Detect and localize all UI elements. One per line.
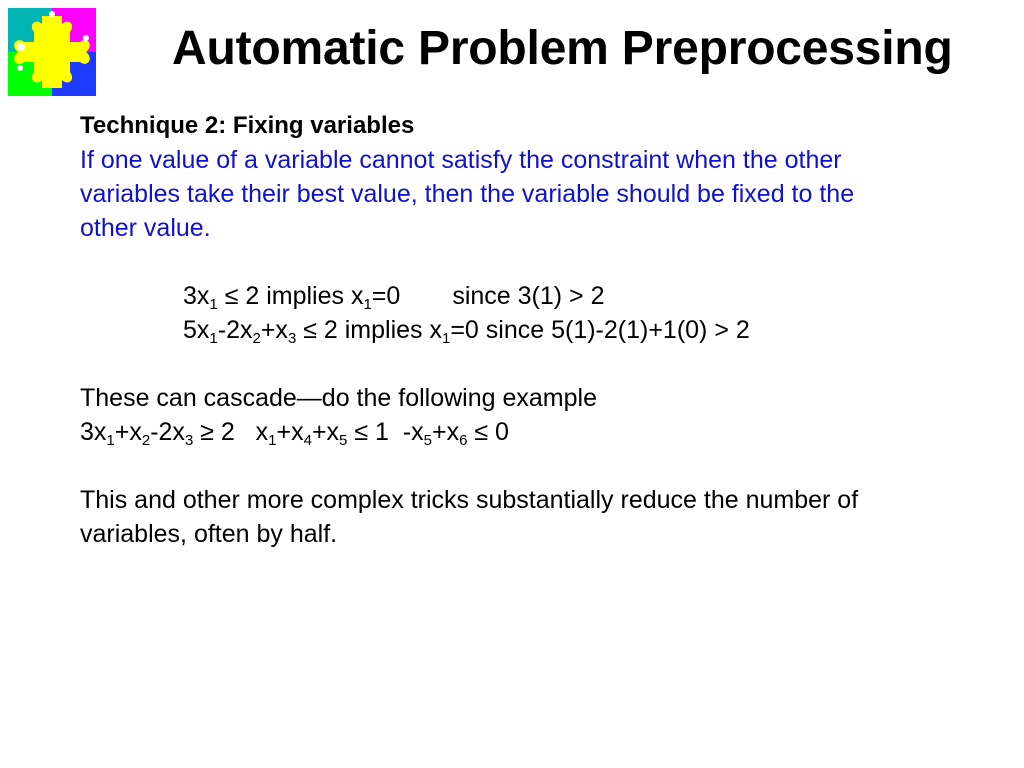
subscript: 1 <box>363 296 372 313</box>
cascade-part: -2x <box>150 418 185 446</box>
example-2-part: +x <box>260 316 288 344</box>
example-1-part: 3x <box>183 282 210 310</box>
example-2 <box>80 313 980 347</box>
slide-title: Automatic Problem Preprocessing <box>172 22 953 75</box>
subscript: 1 <box>268 432 277 449</box>
subscript: 1 <box>441 330 451 347</box>
subscript: 3 <box>287 330 297 347</box>
subscript: 5 <box>423 432 432 449</box>
cascade-part: ≥ 2 x <box>193 418 269 446</box>
subscript: 2 <box>141 432 151 449</box>
example-1 <box>80 279 980 313</box>
example-2-part: ≤ 2 implies x <box>296 316 442 344</box>
explanation-line-1: If one value of a variable cannot satisfy the constraint when the other <box>80 146 842 174</box>
cascade-part: +x <box>114 418 142 446</box>
spacer <box>80 449 980 483</box>
cascade-example <box>80 415 980 449</box>
cascade-part: ≤ 0 <box>467 418 509 446</box>
explanation-line-2: variables take their best value, then the variable should be fixed to the <box>80 180 855 208</box>
subscript: 3 <box>184 432 194 449</box>
subscript: 1 <box>106 432 115 449</box>
example-2-part: 5x <box>183 316 210 344</box>
example-1-reason: since 3(1) > 2 <box>452 282 605 310</box>
subscript: 4 <box>303 432 312 449</box>
conclusion-line-2: variables, often by half. <box>80 520 338 548</box>
puzzle-logo-icon <box>8 8 96 96</box>
spacer <box>80 347 980 381</box>
example-2-part: -2x <box>217 316 253 344</box>
subscript: 1 <box>209 330 218 347</box>
spacer <box>80 245 980 279</box>
cascade-part: +x <box>311 418 340 446</box>
conclusion-line-1: This and other more complex tricks substantially reduce the number of <box>80 486 859 514</box>
example-2-part: =0 since 5(1)-2(1)+1(0) > 2 <box>450 316 750 344</box>
slide-content <box>80 109 980 551</box>
example-1-part: ≤ 2 implies x <box>217 282 364 310</box>
subscript: 5 <box>339 432 348 449</box>
cascade-intro: These can cascade—do the following example <box>80 384 597 412</box>
cascade-part: ≤ 1 -x <box>347 418 424 446</box>
cascade-part: +x <box>431 418 460 446</box>
cascade-part: +x <box>276 418 304 446</box>
subscript: 2 <box>252 330 261 347</box>
explanation-line-3: other value. <box>80 214 211 242</box>
subheading: Technique 2: Fixing variables <box>80 112 415 139</box>
subscript: 6 <box>459 432 468 449</box>
example-1-part: =0 <box>371 282 401 310</box>
subscript: 1 <box>209 296 218 313</box>
cascade-part: 3x <box>80 418 107 446</box>
